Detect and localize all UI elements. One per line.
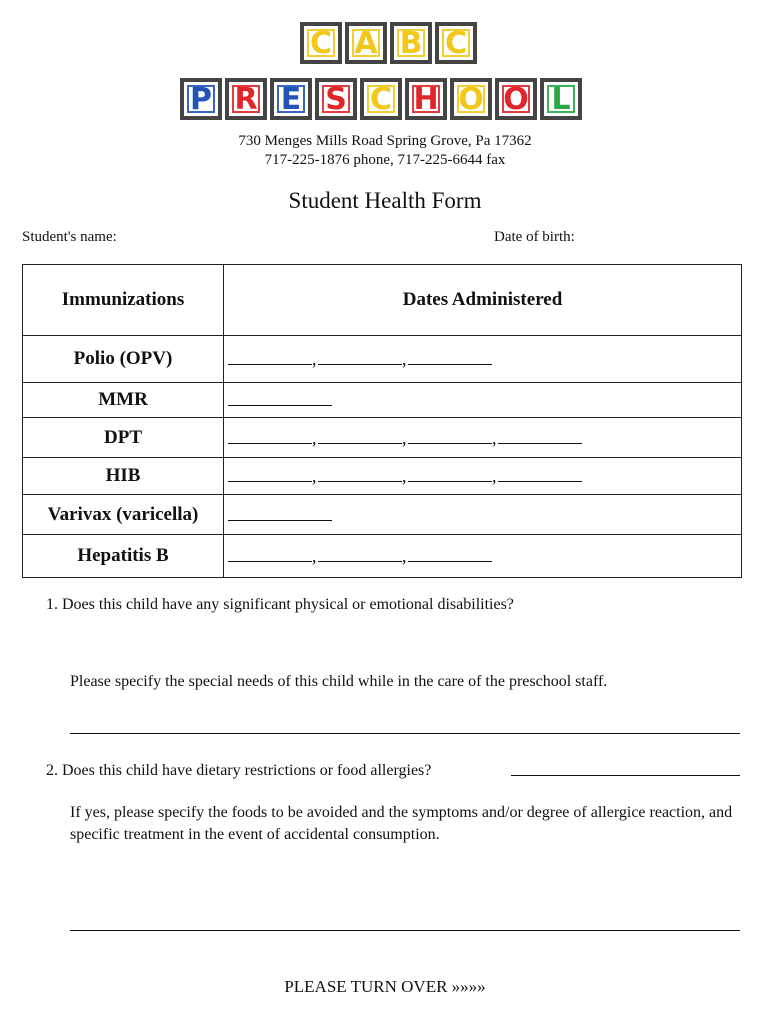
logo-letter-block: R bbox=[225, 78, 267, 120]
date-separator: , bbox=[402, 546, 407, 566]
immunizations-header: Immunizations bbox=[23, 265, 224, 336]
immunization-row bbox=[23, 458, 742, 495]
vaccine-dates bbox=[224, 535, 742, 578]
logo-letter-block: C bbox=[435, 22, 477, 64]
date-blank[interactable] bbox=[318, 427, 402, 444]
date-blank[interactable] bbox=[228, 427, 312, 444]
logo-letter-block: L bbox=[540, 78, 582, 120]
vaccine-name: MMR bbox=[23, 383, 224, 418]
logo-letter-block: A bbox=[345, 22, 387, 64]
logo-row-preschool bbox=[180, 78, 582, 120]
vaccine-name: Polio (OPV) bbox=[23, 336, 224, 383]
dates-administered-header: Dates Administered bbox=[224, 265, 742, 336]
logo-letter-block: H bbox=[405, 78, 447, 120]
date-separator: , bbox=[312, 427, 317, 448]
question-1-answer-line[interactable] bbox=[70, 733, 740, 734]
question-2-followup: If yes, please specify the foods to be avoided and the symptoms and/or degree of allergice reaction, and specific treatment in the event of accidental consumption. bbox=[70, 804, 733, 843]
question-2-answer-line[interactable] bbox=[511, 775, 740, 776]
date-separator: , bbox=[312, 349, 317, 369]
immunization-table bbox=[22, 264, 742, 578]
vaccine-dates bbox=[224, 495, 742, 535]
logo-letter-block: S bbox=[315, 78, 357, 120]
immunization-row bbox=[23, 495, 742, 535]
vaccine-name: Varivax (varicella) bbox=[23, 495, 224, 535]
logo-letter-block: P bbox=[180, 78, 222, 120]
vaccine-name: HIB bbox=[23, 458, 224, 495]
immunization-row bbox=[23, 418, 742, 458]
turn-over-note: PLEASE TURN OVER »»»» bbox=[284, 977, 486, 996]
date-blank[interactable] bbox=[228, 348, 312, 365]
date-blank[interactable] bbox=[318, 465, 402, 482]
vaccine-dates bbox=[224, 336, 742, 383]
student-name-label: Student's name: bbox=[22, 229, 117, 245]
question-2: 2. Does this child have dietary restrictions or food allergies? bbox=[46, 762, 432, 779]
vaccine-dates bbox=[224, 418, 742, 458]
date-blank[interactable] bbox=[228, 389, 332, 406]
vaccine-name: Hepatitis B bbox=[23, 535, 224, 578]
date-separator: , bbox=[402, 349, 407, 369]
immunization-row bbox=[23, 535, 742, 578]
logo-letter-block: B bbox=[390, 22, 432, 64]
question-1: 1. Does this child have any significant physical or emotional disabilities? bbox=[46, 596, 514, 613]
logo-letter-block: O bbox=[495, 78, 537, 120]
date-of-birth-label: Date of birth: bbox=[494, 229, 575, 245]
logo-letter-block: O bbox=[450, 78, 492, 120]
date-separator: , bbox=[402, 466, 407, 486]
date-blank[interactable] bbox=[408, 348, 492, 365]
date-separator: , bbox=[492, 427, 497, 448]
date-blank[interactable] bbox=[228, 545, 312, 562]
date-blank[interactable] bbox=[228, 465, 312, 482]
date-blank[interactable] bbox=[318, 545, 402, 562]
logo-letter-block: E bbox=[270, 78, 312, 120]
date-separator: , bbox=[312, 546, 317, 566]
vaccine-dates bbox=[224, 383, 742, 418]
logo-letter-block: C bbox=[360, 78, 402, 120]
vaccine-dates bbox=[224, 458, 742, 495]
date-separator: , bbox=[402, 427, 407, 448]
address-line: 730 Menges Mills Road Spring Grove, Pa 17362 bbox=[238, 133, 532, 149]
table-header-row bbox=[23, 265, 742, 336]
immunization-row bbox=[23, 383, 742, 418]
date-blank[interactable] bbox=[318, 348, 402, 365]
question-1-followup: Please specify the special needs of this child while in the care of the preschool staff. bbox=[70, 673, 608, 690]
date-separator: , bbox=[312, 466, 317, 486]
date-blank[interactable] bbox=[498, 427, 582, 444]
school-address bbox=[0, 132, 770, 170]
date-blank[interactable] bbox=[498, 465, 582, 482]
logo-row-cabc bbox=[300, 22, 477, 64]
question-2-specify-line[interactable] bbox=[70, 930, 740, 931]
date-blank[interactable] bbox=[408, 427, 492, 444]
vaccine-name: DPT bbox=[23, 418, 224, 458]
date-blank[interactable] bbox=[228, 504, 332, 521]
form-title: Student Health Form bbox=[288, 188, 482, 213]
immunization-row bbox=[23, 336, 742, 383]
logo-letter-block: C bbox=[300, 22, 342, 64]
date-blank[interactable] bbox=[408, 465, 492, 482]
date-separator: , bbox=[492, 466, 497, 486]
date-blank[interactable] bbox=[408, 545, 492, 562]
phone-fax-line: 717-225-1876 phone, 717-225-6644 fax bbox=[264, 152, 506, 168]
